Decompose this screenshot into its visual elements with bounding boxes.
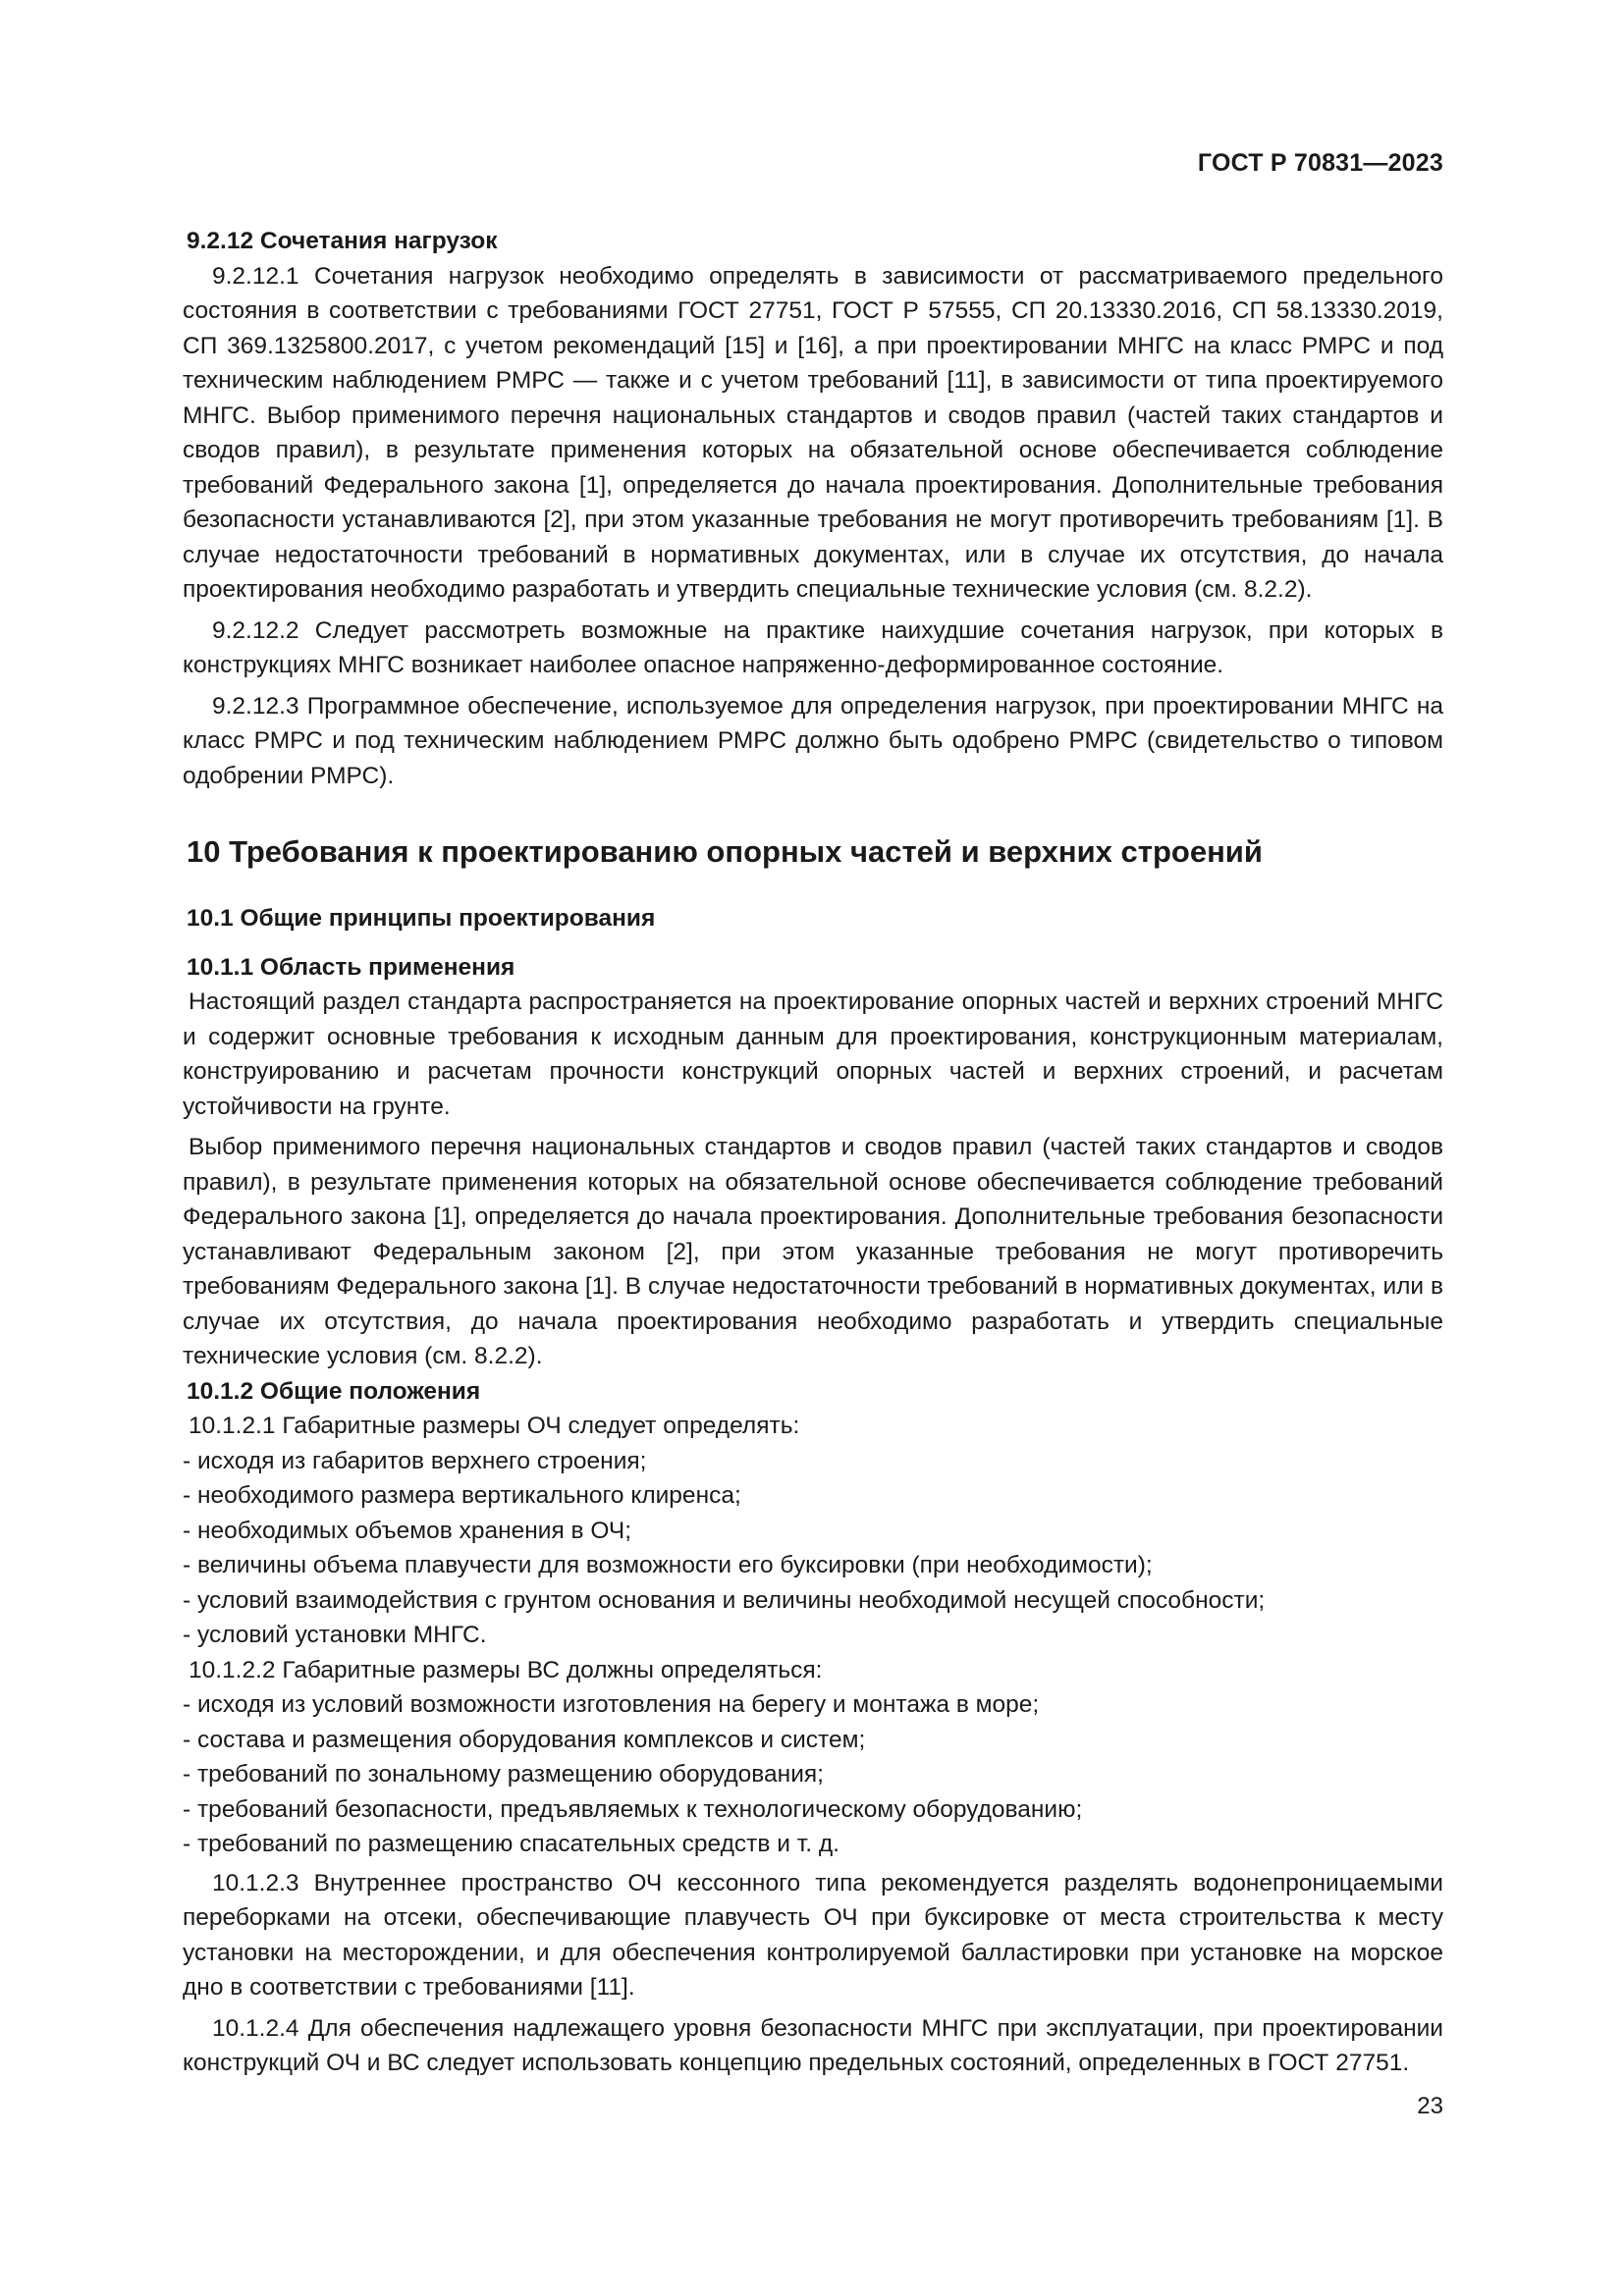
paragraph-10-1-1-b: Выбор применимого перечня национальных стандартов и сводов правил (частей таких стандартов и сводов правил), в результате применения которых на обязательной основе обеспечивается соблюдение требований Федерального закона [1], определяется до начала проектирования. Дополнительные требования безопасности устанавливают Федеральным законом [2], при этом указанные требования не могут противоречить требованиям Федерального закона [1]. В случае недостаточности требований в нормативных документах, или в случае их отсутствия, до начала проектирования необходимо разработать и утвердить специальные технические условия (см. 8.2.2). xyxy=(183,1134,1443,1369)
paragraph-10-1-1-a: Настоящий раздел стандарта распространяется на проектирование опорных частей и верхних строений МНГС и содержит основные требования к исходным данным для проектирования, конструкционным материалам, конструированию и расчетам прочности конструкций опорных частей и верхних строений, и расчетам устойчивости на грунте. xyxy=(183,988,1443,1120)
list-item: - условий взаимодействия с грунтом основания и величины необходимой несущей способности; xyxy=(183,1586,1266,1614)
list-item: - исходя из габаритов верхнего строения; xyxy=(183,1447,647,1474)
paragraph-9-2-12-2: 9.2.12.2 Следует рассмотреть возможные на практике наихудшие сочетания нагрузок, при которых в конструкциях МНГС возникает наиболее опасное напряженно-деформированное состояние. xyxy=(183,616,1443,678)
list-item: - требований по размещению спасательных средств и т. д. xyxy=(183,1831,839,1857)
list-item: - требований безопасности, предъявляемых к технологическому оборудованию; xyxy=(183,1795,1083,1823)
paragraph-9-2-12-1: 9.2.12.1 Сочетания нагрузок необходимо определять в зависимости от рассматриваемого предельного состояния в соответствии с требованиями ГОСТ 27751, ГОСТ Р 57555, СП 20.13330.2016, СП 58.13330.2019, СП 369.1325800.2017, с учетом рекомендаций [15] и [16], а при проектировании МНГС на класс РМРС и под техническим наблюдением РМРС — также и с учетом требований [11], в зависимости от типа проектируемого МНГС. Выбор применимого перечня национальных стандартов и сводов правил (частей таких стандартов и сводов правил), в результате применения которых на обязательной основе обеспечивается соблюдение требований Федерального закона [1], определяется до начала проектирования. Дополнительные требования безопасности устанавливаются [2], при этом указанные требования не могут противоречить требованиям [1]. В случае недостаточности требований в нормативных документах, или в случае их отсутствия, до начала проектирования необходимо разработать и утвердить специальные технические условия (см. 8.2.2). xyxy=(183,262,1443,603)
heading-10-1: 10.1 Общие принципы проектирования xyxy=(187,905,656,932)
list-item: - исходя из условий возможности изготовления на берегу и монтажа в море; xyxy=(183,1691,1040,1718)
heading-10-1-1: 10.1.1 Область применения xyxy=(187,953,515,981)
list-item: - условий установки МНГС. xyxy=(183,1622,487,1648)
heading-9-2-12: 9.2.12 Сочетания нагрузок xyxy=(187,228,498,254)
list-item: - величины объема плавучести для возможности его буксировки (при необходимости); xyxy=(183,1552,1153,1578)
list-item: - состава и размещения оборудования комплексов и систем; xyxy=(183,1726,866,1753)
page-content xyxy=(183,224,1443,2081)
list-item: - необходимых объемов хранения в ОЧ; xyxy=(183,1517,632,1544)
page-number: 23 xyxy=(1417,2093,1443,2119)
paragraph-10-1-2-4: 10.1.2.4 Для обеспечения надлежащего уровня безопасности МНГС при эксплуатации, при проектировании конструкций ОЧ и ВС следует использовать концепцию предельных состояний, определенных в ГОСТ 27751. xyxy=(183,2014,1443,2076)
paragraph-10-1-2-2: 10.1.2.2 Габаритные размеры ВС должны определяться: xyxy=(189,1656,823,1683)
paragraph-10-1-2-3: 10.1.2.3 Внутреннее пространство ОЧ кессонного типа рекомендуется разделять водонепроницаемыми переборками на отсеки, обеспечивающие плавучесть ОЧ при буксировке от места строительства к месту установки на месторождении, и для обеспечения контролируемой балластировки при установке на морское дно в соответствии с требованиями [11]. xyxy=(183,1869,1443,2001)
heading-section-10: 10 Требования к проектированию опорных частей и верхних строений xyxy=(187,834,1263,869)
list-item: - необходимого размера вертикального клиренса; xyxy=(183,1482,741,1509)
paragraph-9-2-12-3: 9.2.12.3 Программное обеспечение, используемое для определения нагрузок, при проектировании МНГС на класс РМРС и под техническим наблюдением РМРС должно быть одобрено РМРС (свидетельство о типовом одобрении РМРС). xyxy=(183,692,1443,789)
list-item: - требований по зональному размещению оборудования; xyxy=(183,1761,824,1788)
document-code: ГОСТ Р 70831—2023 xyxy=(1197,149,1443,177)
paragraph-10-1-2-1: 10.1.2.1 Габаритные размеры ОЧ следует определять: xyxy=(189,1413,800,1439)
heading-10-1-2: 10.1.2 Общие положения xyxy=(187,1377,481,1405)
